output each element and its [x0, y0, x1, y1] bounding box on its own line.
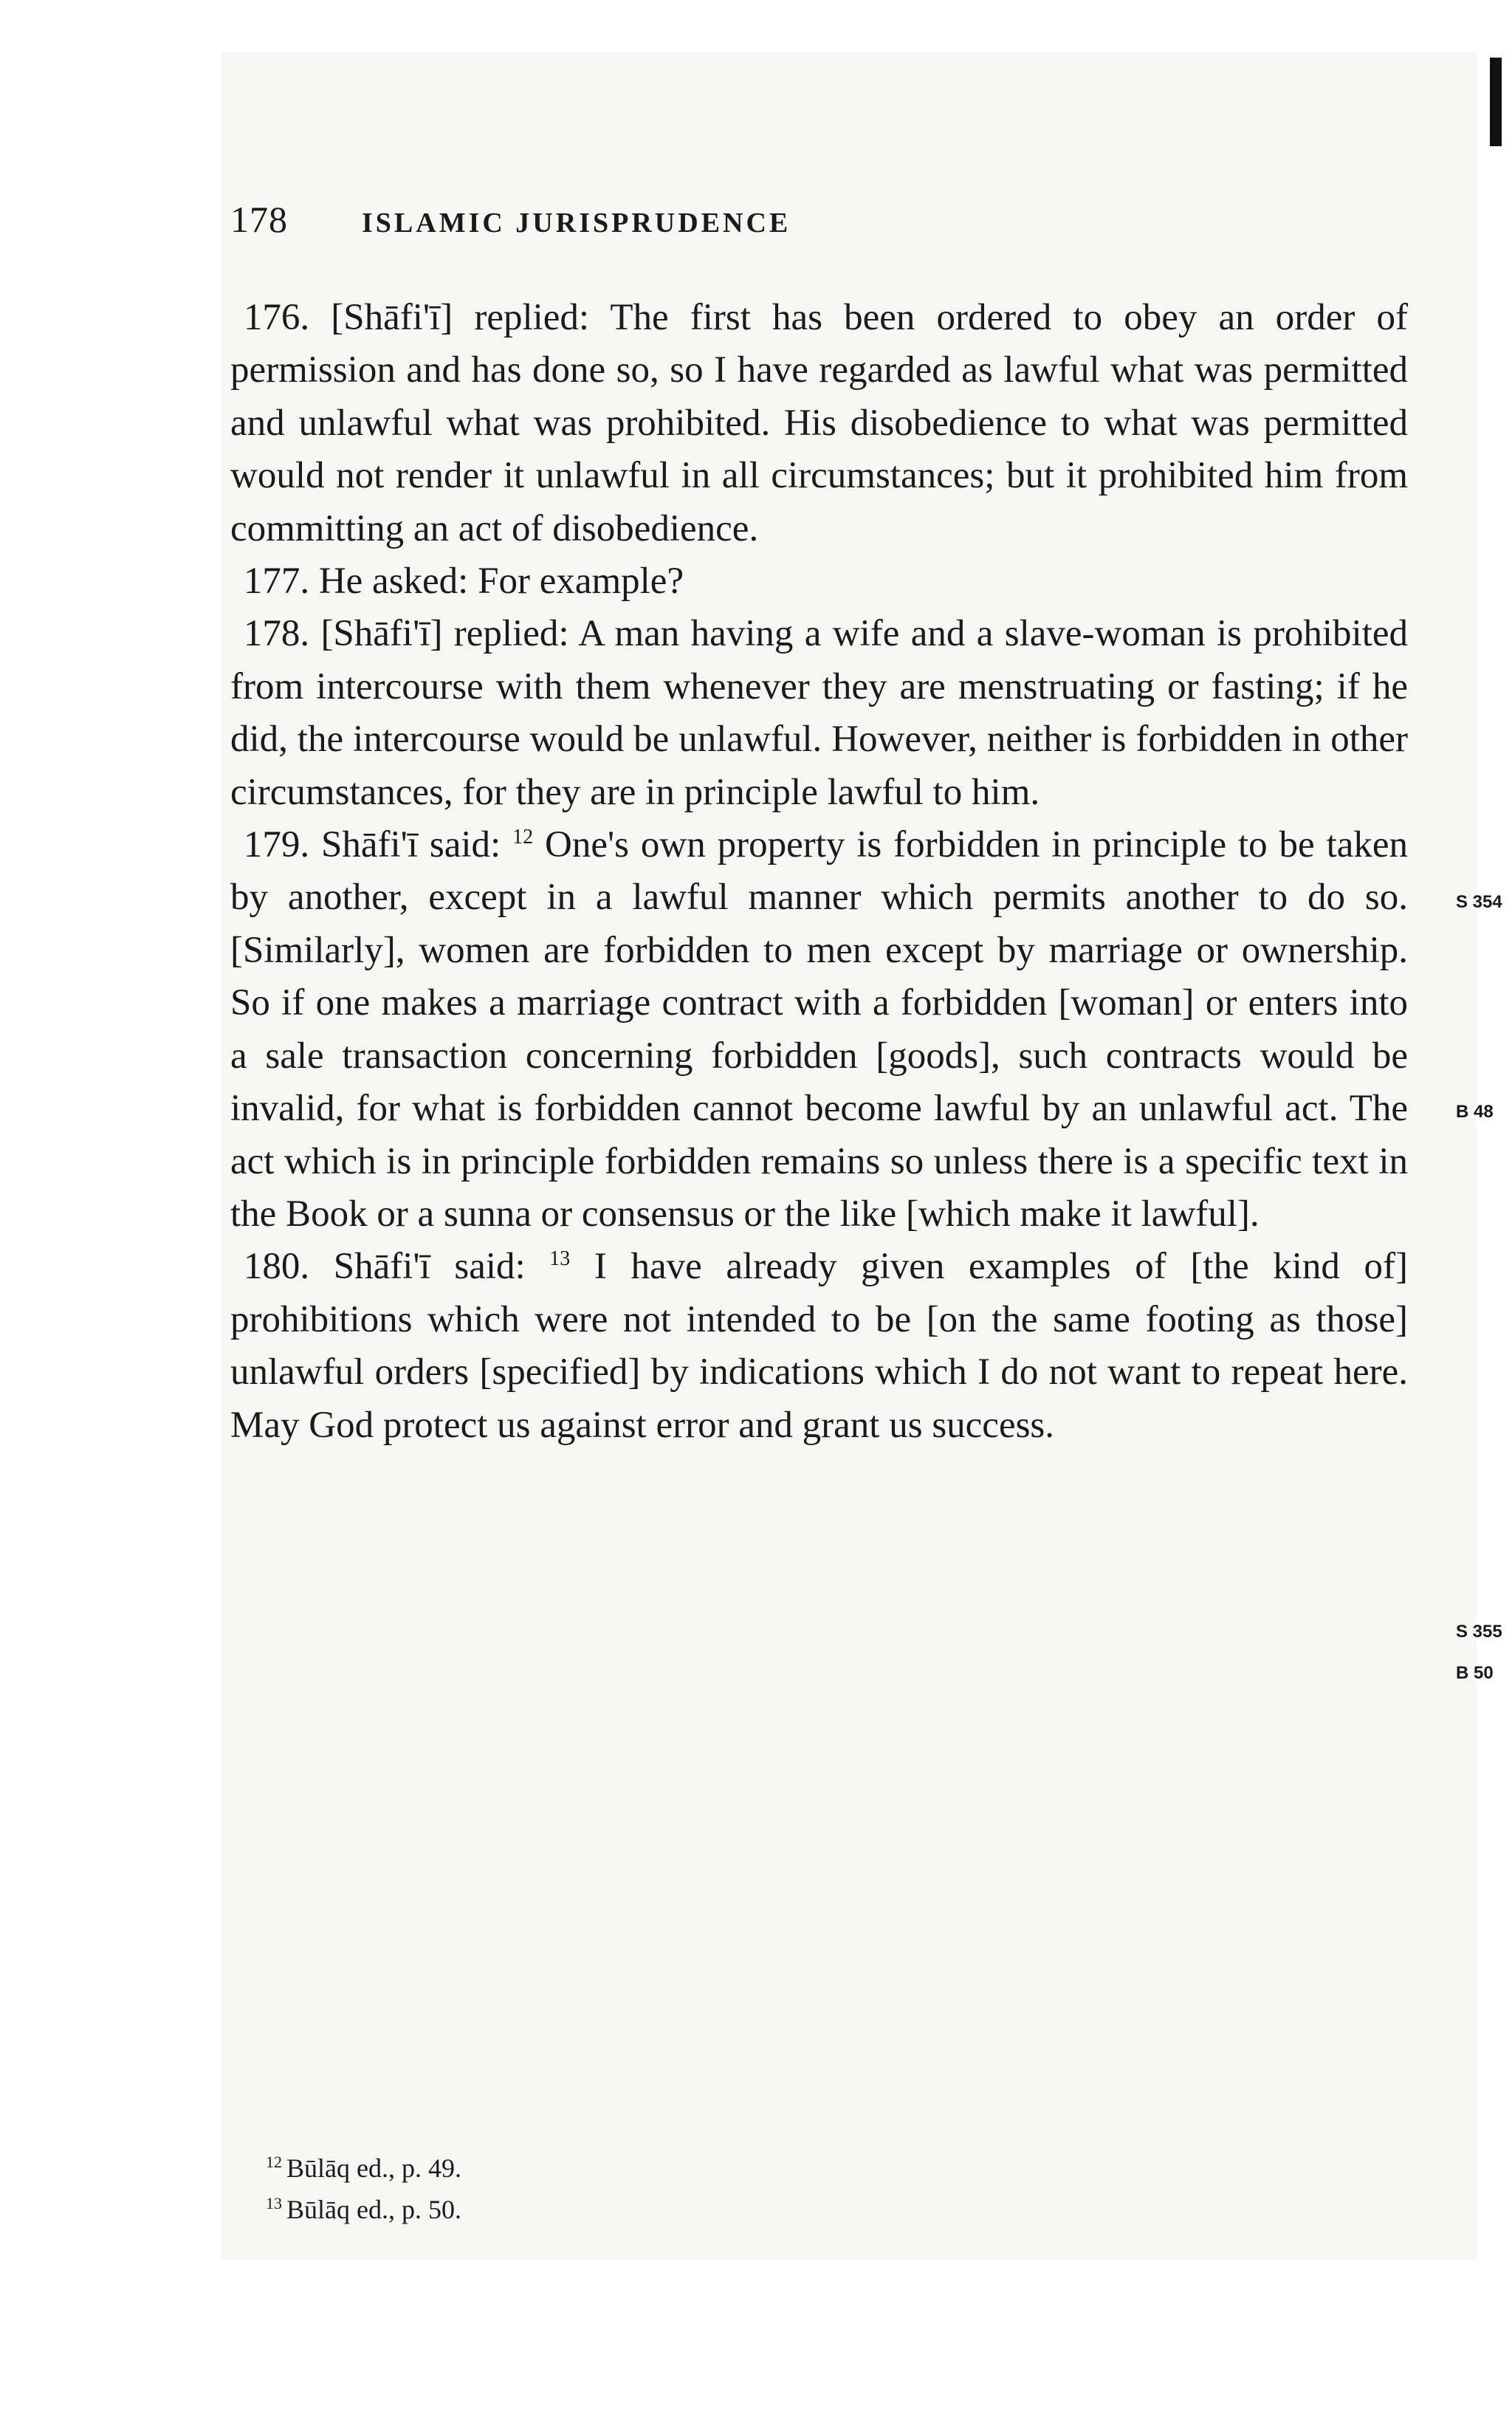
- paragraph-text: I have already given examples of [the kind of] prohibitions which were not intended to be [on the same footing as those] unlawful orders [specified] by indications which I do not want to repeat here. May God protect us against error and grant us success.: [230, 1246, 1408, 1446]
- margin-note-b48: B 48: [1456, 1102, 1494, 1122]
- paragraph-text: 177. He asked: For example?: [243, 560, 684, 603]
- footnote-ref-12: 12: [512, 826, 534, 849]
- paragraph-lead: 180. Shāfi'ī said:: [243, 1246, 526, 1288]
- footnote-12: [266, 2147, 461, 2189]
- paragraph-177: [230, 555, 1408, 608]
- footnotes: [266, 2147, 461, 2230]
- running-head: ISLAMIC JURISPRUDENCE: [362, 208, 791, 239]
- margin-note-s354: S 354: [1456, 892, 1502, 912]
- margin-note-b50: B 50: [1456, 1663, 1494, 1683]
- footnote-text: Būlāq ed., p. 50.: [286, 2195, 461, 2224]
- margin-note-s355: S 355: [1456, 1622, 1502, 1642]
- paragraph-text: 176. [Shāfi'ī] replied: The first has been ordered to obey an order of permission and has done so, so I have regarded as lawful what was permitted and unlawful what was prohibited. His disobedience to what was permitted would not render it unlawful in all circumstances; but it prohibited him from committing an act of disobedience.: [230, 297, 1408, 549]
- footnote-13: [266, 2189, 461, 2230]
- page-number: 178: [230, 199, 288, 240]
- footnote-number: 12: [266, 2153, 282, 2171]
- paragraph-176: [230, 292, 1408, 555]
- body-text: [230, 292, 1408, 1452]
- page-header: [230, 198, 791, 241]
- paragraph-178: [230, 608, 1408, 819]
- paragraph-text: 178. [Shāfi'ī] replied: A man having a wife and a slave-woman is prohibited from intercourse with them whenever they are menstruating or fasting; if he did, the intercourse would be unlawful. However, neither is forbidden in other circumstances, for they are in principle lawful to him.: [230, 613, 1408, 813]
- paragraph-179: [230, 819, 1408, 1241]
- footnote-number: 13: [266, 2194, 282, 2212]
- footnote-ref-13: 13: [549, 1247, 571, 1271]
- paragraph-180: [230, 1241, 1408, 1452]
- scan-edge-mark: [1490, 58, 1502, 146]
- paragraph-text: One's own property is forbidden in principle to be taken by another, except in a lawful manner which permits another to do so. [Similarly], women are forbidden to men except by marriage or ownership. So if one makes a marriage contract with a forbidden [woman] or enters into a sale transaction concerning forbidden [goods], such contracts would be invalid, for what is forbidden cannot become lawful by an unlawful act. The act which is in principle forbidden remains so unless there is a specific text in the Book or a sunna or consensus or the like [which make it lawful].: [230, 824, 1409, 1235]
- paragraph-lead: 179. Shāfi'ī said:: [243, 824, 501, 866]
- footnote-text: Būlāq ed., p. 49.: [286, 2153, 461, 2183]
